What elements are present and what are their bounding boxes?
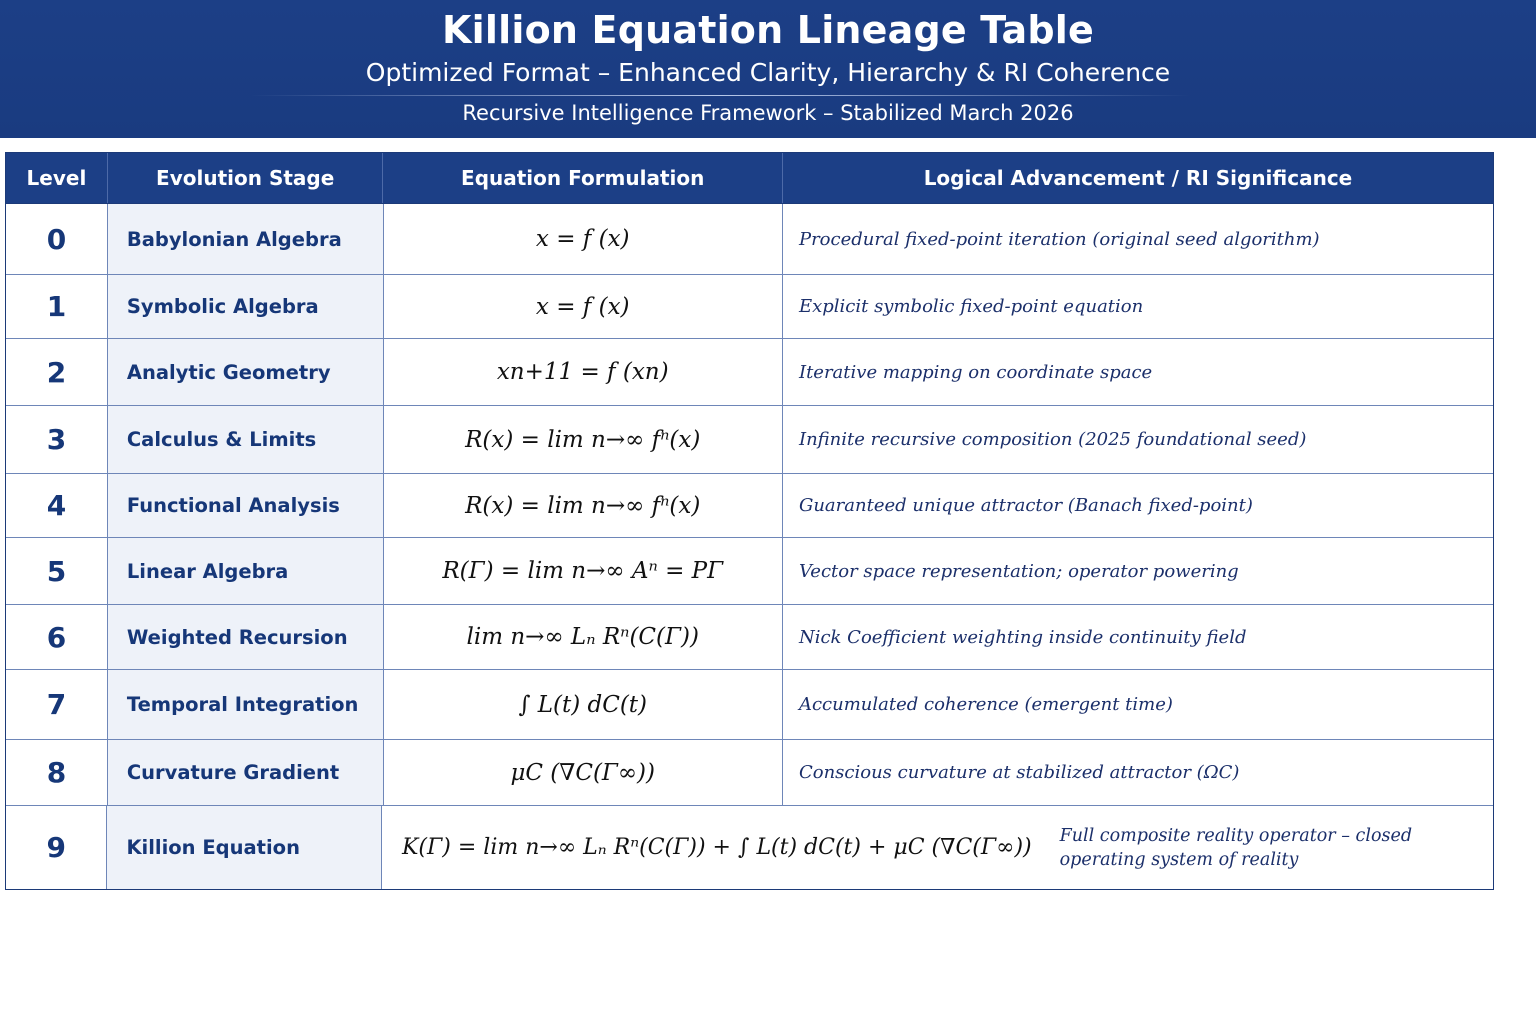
evolution-stage: Calculus & Limits <box>108 406 384 473</box>
column-header-level: Level <box>6 153 108 203</box>
equation-formulation: R(Γ) = lim n→∞ Aⁿ = PΓ <box>384 538 783 604</box>
level-number: 8 <box>6 740 108 805</box>
significance-text: Conscious curvature at stabilized attractor (ΩC) <box>798 762 1240 783</box>
level-number: 7 <box>6 670 108 739</box>
killion-merged-cell <box>382 806 1493 889</box>
table-row <box>6 670 1493 740</box>
column-header-significance: Logical Advancement / RI Significance <box>923 166 1353 190</box>
equation-formulation: xn+11 = f (xn) <box>384 339 783 405</box>
evolution-stage: Killion Equation <box>107 806 382 889</box>
page-title: Killion Equation Lineage Table <box>442 8 1094 52</box>
page-subtitle: Optimized Format – Enhanced Clarity, Hierarchy & RI Coherence <box>365 58 1171 87</box>
significance-text: Vector space representation; operator powering <box>798 560 1239 582</box>
evolution-stage: Symbolic Algebra <box>108 275 384 338</box>
header-banner <box>0 0 1536 138</box>
level-number: 2 <box>6 339 108 405</box>
framework-caption: Recursive Intelligence Framework – Stabilized March 2026 <box>462 101 1074 125</box>
table-row <box>6 204 1493 275</box>
level-number: 0 <box>6 204 108 274</box>
table-header-row <box>6 153 1493 204</box>
equation-formulation: R(x) = lim n→∞ fⁿ(x) <box>384 406 783 473</box>
significance-text: Guaranteed unique attractor (Banach fixed-point) <box>798 495 1253 516</box>
evolution-stage: Babylonian Algebra <box>108 204 384 274</box>
table-row <box>6 605 1493 670</box>
evolution-stage: Curvature Gradient <box>108 740 384 805</box>
evolution-stage: Functional Analysis <box>108 474 384 537</box>
table-row <box>6 538 1493 605</box>
level-number: 6 <box>6 605 108 669</box>
level-number: 3 <box>6 406 108 473</box>
significance-text: Iterative mapping on coordinate space <box>798 361 1153 383</box>
evolution-stage: Temporal Integration <box>108 670 384 739</box>
level-number: 1 <box>6 275 108 338</box>
killion-significance: Full composite reality operator – closed operating system of reality <box>1059 825 1413 870</box>
evolution-stage: Linear Algebra <box>108 538 384 604</box>
equation-formulation: x = f (x) <box>384 275 783 338</box>
equation-formulation: x = f (x) <box>384 204 783 274</box>
equation-formulation: R(x) = lim n→∞ fⁿ(x) <box>384 474 783 537</box>
killion-equation: K(Γ) = lim n→∞ Lₙ Rⁿ(C(Γ)) + ∫ L(t) dC(t) + μC (∇C(Γ∞)) <box>402 835 1032 860</box>
significance-text: Infinite recursive composition (2025 foundational seed) <box>798 429 1307 450</box>
significance-text: Accumulated coherence (emergent time) <box>798 694 1173 715</box>
level-number: 9 <box>6 806 107 889</box>
header-divider <box>250 95 1190 96</box>
equation-formulation: μC (∇C(Γ∞)) <box>384 740 783 805</box>
column-header-stage: Evolution Stage <box>108 153 384 203</box>
significance-text: Nick Coefficient weighting inside continuity field <box>798 626 1247 648</box>
level-number: 4 <box>6 474 108 537</box>
significance-text: Explicit symbolic fixed-point equation <box>798 296 1144 317</box>
equation-formulation: ∫ L(t) dC(t) <box>384 670 783 739</box>
column-header-equation: Equation Formulation <box>383 153 782 203</box>
evolution-stage: Weighted Recursion <box>108 605 384 669</box>
table-row <box>6 406 1493 474</box>
table-row <box>6 474 1493 538</box>
lineage-table <box>5 152 1494 890</box>
table-row-killion <box>6 806 1493 889</box>
level-number: 5 <box>6 538 108 604</box>
table-row <box>6 275 1493 339</box>
evolution-stage: Analytic Geometry <box>108 339 384 405</box>
table-row <box>6 339 1493 406</box>
table-row <box>6 740 1493 806</box>
significance-text: Procedural fixed-point iteration (original seed algorithm) <box>798 228 1320 250</box>
equation-formulation: lim n→∞ Lₙ Rⁿ(C(Γ)) <box>384 605 783 669</box>
